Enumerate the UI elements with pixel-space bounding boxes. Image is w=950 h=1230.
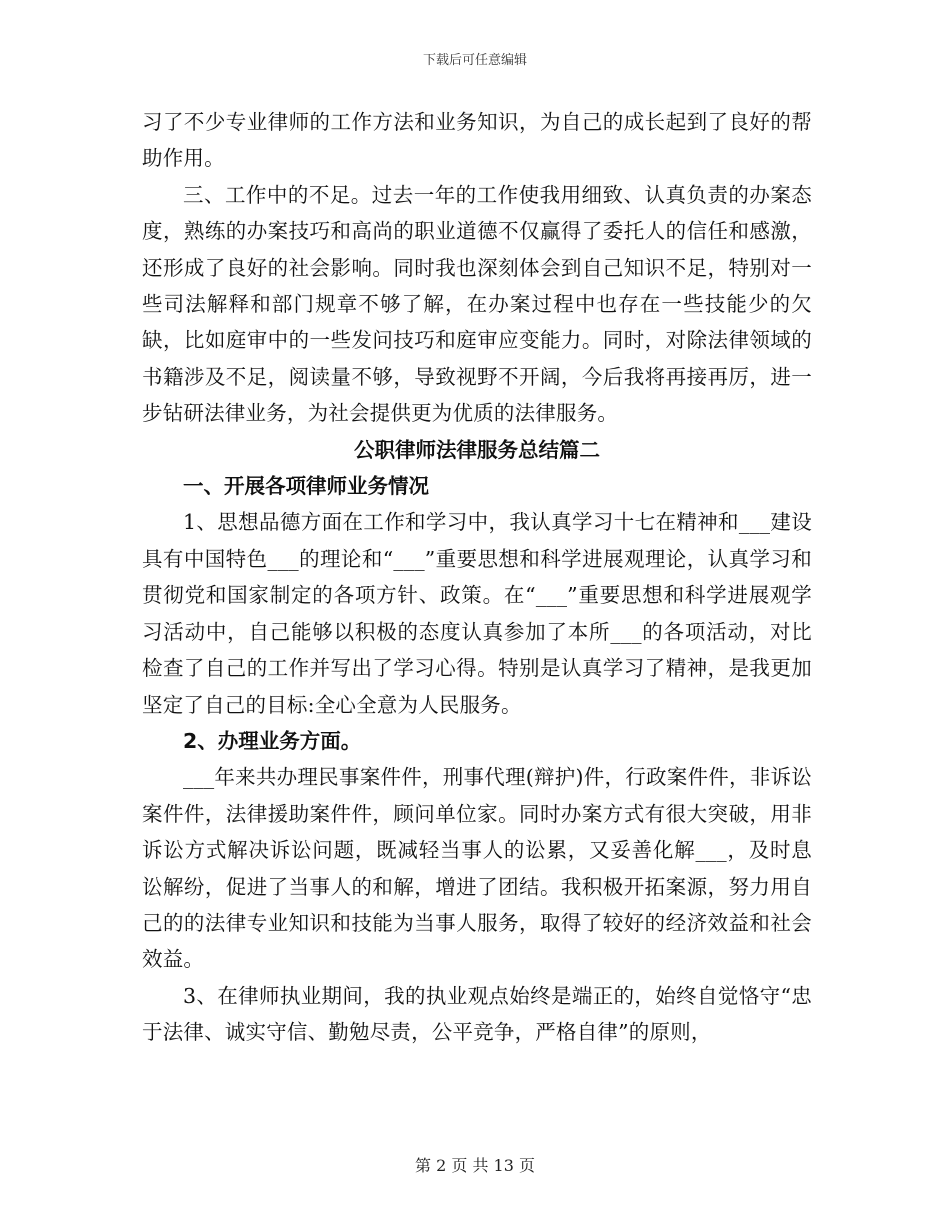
heading-case-handling: 2、办理业务方面。 [183,728,362,753]
paragraph-practice-principles: 3、在律师执业期间，我的执业观点始终是端正的，始终自觉恪守“忠于法律、诚实守信、勤勉尽责，公平竞争，严格自律”的原则， [142,983,812,1045]
page-number: 第 2 页 共 13 页 [415,1156,535,1175]
document-body [142,104,812,1051]
paragraph-case-handling: ___年来共办理民事案件件，刑事代理(辩护)件，行政案件件，非诉讼案件件，法律援助案件件，顾问单位家。同时办案方式有很大突破，用非诉讼方式解决诉讼问题，既减轻当事人的讼累，又妥善化解___，及时息讼解纷，促进了当事人的和解，增进了团结。我积极开拓案源，努力用自己的的法律专业知识和技能为当事人服务，取得了较好的经济效益和社会效益。 [142,765,813,972]
page-header: 下载后可任意编辑 [422,53,527,68]
paragraph-continued: 习了不少专业律师的工作方法和业务知识，为自己的成长起到了良好的帮助作用。 [142,110,812,171]
heading-business-overview: 一、开展各项律师业务情况 [183,474,429,499]
paragraph-shortcomings: 三、工作中的不足。过去一年的工作使我用细致、认真负责的办案态度，熟练的办案技巧和高尚的职业道德不仅赢得了委托人的信任和感激，还形成了良好的社会影响。同时我也深刻体会到自己知识不足，特别对一些司法解释和部门规章不够了解，在办案过程中也存在一些技能少的欠缺，比如庭审中的一些发问技巧和庭审应变能力。同时，对除法律领域的书籍涉及不足，阅读量不够，导致视野不开阔，今后我将再接再厉，进一步钻研法律业务，为社会提供更为优质的法律服务。 [142,182,812,426]
section-title: 公职律师法律服务总结篇二 [354,437,600,462]
paragraph-ideology: 1、思想品德方面在工作和学习中，我认真学习十七在精神和___建设具有中国特色___的理论和“___”重要思想和科学进展观理论，认真学习和贯彻党和国家制定的各项方针、政策。在“___”重要思想和科学进展观学习活动中，自己能够以积极的态度认真参加了本所___的各项活动，对比检查了自己的工作并写出了学习心得。特别是认真学习了精神，是我更加坚定了自己的目标:全心全意为人民服务。 [142,510,812,717]
